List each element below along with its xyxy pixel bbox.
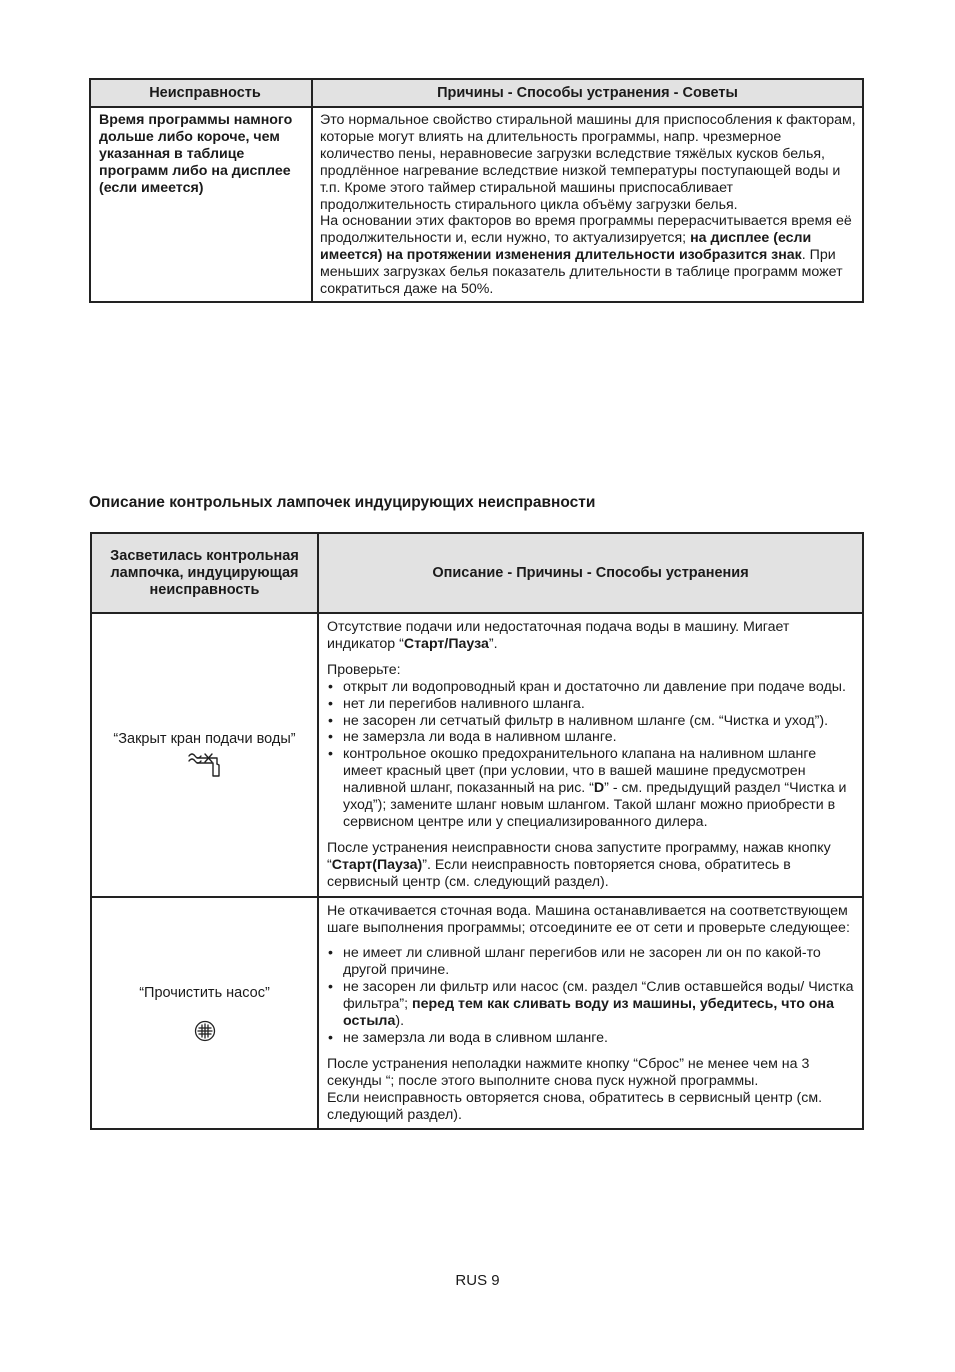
check-list	[327, 945, 856, 1046]
pump-filter-icon	[194, 1020, 216, 1042]
troubleshooting-table	[89, 78, 864, 303]
text-span: Отсутствие подачи или недостаточная подача воды в машину. Мигает индикатор “	[327, 619, 790, 652]
list-item: • не замерзла ли вода в сливном шланге.	[327, 1030, 856, 1047]
water-tap-icon	[185, 750, 225, 778]
section-heading: Описание контрольных лампочек индуцирующих неисправности	[89, 494, 596, 511]
header-description: Описание - Причины - Способы устранения	[318, 533, 863, 613]
bold-text: перед тем как сливать воду из машины, убедитесь, что она остыла	[343, 996, 834, 1030]
text-span: ”.	[488, 635, 498, 652]
indicator-cell	[91, 613, 318, 897]
description-after	[327, 840, 856, 891]
text-span: ”. Если неисправность повторяется снова, обратитесь в сервисный центр (см. следующий раздел).	[327, 856, 791, 890]
list-item: • нет ли перегибов наливного шланга.	[327, 696, 856, 713]
text-span: ).	[395, 1013, 405, 1030]
description-intro	[327, 619, 856, 653]
indicator-table	[90, 532, 864, 1130]
description-cell	[318, 897, 863, 1130]
table-row	[90, 107, 863, 302]
indicator-label: “Прочистить насос”	[139, 984, 270, 1001]
bold-text: на дисплее (если имеется) на протяжении изменения длительности изобразится знак	[320, 230, 812, 264]
header-causes: Причины - Способы устранения - Советы	[312, 79, 863, 107]
check-label: Проверьте:	[327, 661, 401, 678]
text-span: контрольное окошко предохранительного клапана на наливном шланге имеет красный цвет (при условии, что в вашей машине предусмотрен наливной шланг, показанный на рис. “	[343, 746, 817, 797]
list-item: • не имеет ли сливной шланг перегибов или не засорен ли он по какой-то другой причине.	[327, 945, 856, 979]
page-number: RUS 9	[455, 1272, 500, 1289]
figure-ref: D	[593, 780, 605, 797]
solution-paragraph: Это нормальное свойство стиральной машины для приспособления к факторам, которые могут влиять на длительность программы, напр. чрезмерное количество пены, неравновесие загрузки вследствие тяжёлых кусков белья, продлённое нагревание вследствие низкой температуры поступающей воды и т.п. Кроме этого таймер стиральной машины приспосабливает продолжительность стирального цикла объёму загрузки белья.	[320, 112, 856, 213]
list-item: • открыт ли водопроводный кран и достаточно ли давление при подаче воды.	[327, 679, 856, 696]
list-item	[327, 979, 856, 1030]
list-item: • не замерзла ли вода в наливном шланге.	[327, 729, 856, 746]
start-pause-label: Старт/Пауза	[403, 635, 489, 652]
description-after: Если неисправность овторяется снова, обратитесь в сервисный центр (см. следующий раздел).	[327, 1089, 823, 1123]
table-header-row	[91, 533, 863, 613]
list-item: • не засорен ли сетчатый фильтр в наливном шланге (см. “Чистка и уход”).	[327, 713, 856, 730]
start-pause-label: Старт(Пауза)	[331, 856, 423, 873]
indicator-label: “Закрыт кран подачи воды”	[113, 731, 296, 748]
description-after: После устранения неполадки нажмите кнопку “Сброс” не менее чем на 3 секунды “; после этого выполните снова пуск нужной программы.	[327, 1055, 810, 1089]
text-span: После устранения неисправности снова запустите программу, нажав кнопку “	[327, 839, 831, 873]
table-row	[91, 897, 863, 1130]
header-problem: Неисправность	[90, 79, 312, 107]
text-span: ” - см. предыдущий раздел “Чистка и уход”); замените шланг новым шлангом. Такой шланг можно приобрести в сервисном центре или у специализированного дилера.	[343, 780, 847, 830]
solution-paragraph	[320, 213, 856, 298]
table-row	[91, 613, 863, 897]
list-item	[327, 746, 856, 831]
problem-cell: Время программы намного дольше либо короче, чем указанная в таблице программ либо на дисплее (если имеется)	[90, 107, 312, 302]
indicator-cell	[91, 897, 318, 1130]
description-cell	[318, 613, 863, 897]
text-span: На основании этих факторов во время программы перерасчитывается время её продолжительности и, если нужно, то актуализируется;	[320, 213, 852, 247]
text-span: . При меньших загрузках белья показатель длительности в таблице программ может сократиться даже на 50%.	[320, 247, 843, 298]
solution-cell	[312, 107, 863, 302]
table-header-row	[90, 79, 863, 107]
header-indicator: Засветилась контрольная лампочка, индуцирующая неисправность	[91, 533, 318, 613]
text-span: не засорен ли фильтр или насос (см. раздел “Слив оставшейся воды/ Чистка фильтра”;	[343, 979, 854, 1013]
description-intro: Не откачивается сточная вода. Машина останавливается на соответствующем шаге выполнения программы; отсоедините ее от сети и проверьте следующее:	[327, 902, 850, 936]
check-list	[327, 679, 856, 831]
